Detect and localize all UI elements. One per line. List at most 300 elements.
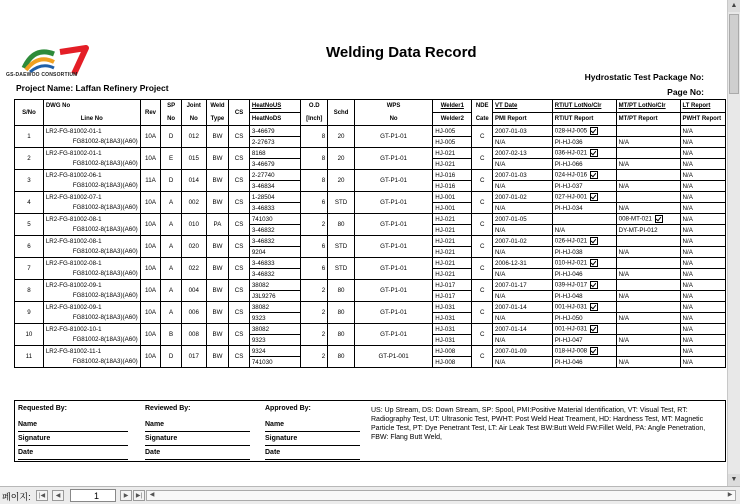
cell-sp: A — [161, 192, 182, 214]
cell-heat-us: 38082 — [249, 302, 301, 313]
cell-weld: BW — [206, 280, 229, 302]
cell-welder2: HJ-021 — [433, 159, 472, 170]
rt-approved-checkbox[interactable] — [590, 347, 598, 355]
requested-date-line — [18, 459, 128, 460]
cell-mt-lot — [616, 236, 680, 247]
cell-heat-ds: 9204 — [249, 247, 301, 258]
cell-lt-report: N/A — [680, 280, 726, 291]
cell-pmi-report: N/A — [493, 225, 553, 236]
cell-welder1: HJ-031 — [433, 302, 472, 313]
cell-cs: CS — [229, 346, 250, 368]
cell-mt-report: N/A — [616, 357, 680, 368]
col-joint: Joint — [181, 100, 206, 113]
cell-rt-report: PI-HJ-050 — [552, 313, 616, 324]
horizontal-scrollbar[interactable] — [146, 490, 736, 501]
cell-rev: 10A — [140, 236, 161, 258]
cell-rev: 10A — [140, 324, 161, 346]
requested-date-label: Date — [18, 449, 34, 456]
cell-lt-report: N/A — [680, 170, 726, 181]
cell-rt-report: PI-HJ-047 — [552, 335, 616, 346]
reviewed-name-line — [145, 431, 250, 432]
vertical-scroll-thumb[interactable] — [729, 14, 739, 94]
cell-od: 2 — [301, 324, 328, 346]
cell-wps: GT-P1-01 — [354, 192, 432, 214]
cell-schd: 80 — [328, 346, 355, 368]
cell-rt-lot: 027-HJ-001 — [552, 192, 616, 203]
approved-name-label: Name — [265, 421, 285, 428]
cell-mt-report: N/A — [616, 269, 680, 280]
table-row — [15, 302, 726, 313]
last-page-icon[interactable]: ▶| — [133, 490, 145, 501]
cell-mt-report: DY-MT-PI-012 — [616, 225, 680, 236]
cell-heat-us: 38082 — [249, 324, 301, 335]
cell-mt-lot — [616, 126, 680, 137]
page-label: 페이지: — [2, 492, 31, 502]
cell-rev: 10A — [140, 214, 161, 236]
cell-heat-us: 3-46833 — [249, 258, 301, 269]
cell-rt-lot: 001-HJ-031 — [552, 324, 616, 335]
first-page-icon[interactable]: |◀ — [36, 490, 48, 501]
cell-cs: CS — [229, 280, 250, 302]
col-dwg: DWG No — [43, 100, 140, 113]
cell-dwg: LR2-FG-81002-09-1 — [43, 280, 140, 291]
cell-welder2: HJ-021 — [433, 225, 472, 236]
cell-welder1: HJ-021 — [433, 258, 472, 269]
cell-pwht-report: N/A — [680, 159, 726, 170]
col-line: Line No — [43, 113, 140, 126]
cell-joint: 020 — [181, 236, 206, 258]
cell-pwht-report: N/A — [680, 203, 726, 214]
cell-pwht-report: N/A — [680, 313, 726, 324]
rt-approved-checkbox[interactable] — [590, 127, 598, 135]
cell-cs: CS — [229, 192, 250, 214]
mt-approved-checkbox[interactable] — [655, 215, 663, 223]
cell-heat-ds: 3-46832 — [249, 225, 301, 236]
cell-rt-report: PI-HJ-038 — [552, 247, 616, 258]
col-rt-lot: RT/UT LotNo/Clr — [552, 100, 616, 113]
cell-sp: B — [161, 324, 182, 346]
cell-weld: PA — [206, 214, 229, 236]
reviewed-signature-label: Signature — [145, 435, 178, 442]
cell-sno: 2 — [15, 148, 44, 170]
cell-rt-lot: 039-HJ-017 — [552, 280, 616, 291]
cell-heat-us: 8168 — [249, 148, 301, 159]
requested-signature-line — [18, 445, 128, 446]
cell-od: 8 — [301, 126, 328, 148]
cell-heat-us: 3-46832 — [249, 236, 301, 247]
cell-joint: 015 — [181, 148, 206, 170]
page-number-label: Page No: — [667, 87, 704, 97]
cell-pwht-report: N/A — [680, 269, 726, 280]
cell-line: FG81002-8(18A3)(A60) — [43, 203, 140, 214]
col-cs: CS — [229, 100, 250, 126]
reviewed-name-label: Name — [145, 421, 165, 428]
cell-joint: 022 — [181, 258, 206, 280]
cell-rev: 11A — [140, 170, 161, 192]
cell-welder1: HJ-021 — [433, 236, 472, 247]
cell-wps: GT-P1-01 — [354, 324, 432, 346]
cell-welder1: HJ-001 — [433, 192, 472, 203]
cell-pmi-report: N/A — [493, 137, 553, 148]
rt-approved-checkbox[interactable] — [590, 281, 598, 289]
approved-signature-line — [265, 445, 360, 446]
table-row — [15, 126, 726, 137]
cell-joint: 010 — [181, 214, 206, 236]
cell-pwht-report: N/A — [680, 181, 726, 192]
cell-dwg: LR2-FG-81002-08-1 — [43, 258, 140, 269]
cell-mt-report: N/A — [616, 159, 680, 170]
cell-joint: 004 — [181, 280, 206, 302]
cell-line: FG81002-8(18A3)(A60) — [43, 225, 140, 236]
cell-rev: 10A — [140, 346, 161, 368]
cell-cs: CS — [229, 236, 250, 258]
cell-sp: A — [161, 258, 182, 280]
reviewed-date-label: Date — [145, 449, 161, 456]
scroll-down-icon[interactable]: ▼ — [728, 474, 740, 486]
viewer-statusbar — [0, 486, 740, 504]
cell-schd: STD — [328, 258, 355, 280]
logo-caption: GS-DAEWOO CONSORTIUM — [6, 72, 78, 78]
cell-mt-lot — [616, 170, 680, 181]
cell-pmi-report: N/A — [493, 159, 553, 170]
cell-line: FG81002-8(18A3)(A60) — [43, 159, 140, 170]
cell-wps: GT-P1-01 — [354, 236, 432, 258]
cell-pmi-report: N/A — [493, 203, 553, 214]
next-page-icon[interactable]: ▶ — [120, 490, 132, 501]
cell-line: FG81002-8(18A3)(A60) — [43, 313, 140, 324]
cell-heat-ds: 9323 — [249, 313, 301, 324]
cell-heat-ds: 3-46832 — [249, 269, 301, 280]
cell-rt-report: N/A — [552, 225, 616, 236]
cell-weld: BW — [206, 148, 229, 170]
vertical-scrollbar[interactable] — [727, 0, 740, 486]
rt-approved-checkbox[interactable] — [590, 171, 598, 179]
rt-approved-checkbox[interactable] — [590, 237, 598, 245]
cell-cs: CS — [229, 214, 250, 236]
cell-pmi-report: N/A — [493, 357, 553, 368]
rt-approved-checkbox[interactable] — [590, 325, 598, 333]
cell-heat-ds: J3L9276 — [249, 291, 301, 302]
cell-welder2: HJ-017 — [433, 291, 472, 302]
cell-schd: 20 — [328, 126, 355, 148]
cell-joint: 006 — [181, 302, 206, 324]
cell-rt-report: PI-HJ-048 — [552, 291, 616, 302]
col-wps-no: No — [354, 113, 432, 126]
table-row — [15, 280, 726, 291]
col-mt-lot: MT/PT LotNo/Clr — [616, 100, 680, 113]
cell-od: 2 — [301, 302, 328, 324]
cell-sp: D — [161, 346, 182, 368]
cell-nde: C — [472, 148, 493, 170]
welding-data-table — [14, 99, 726, 368]
cell-weld: BW — [206, 258, 229, 280]
cell-lt-report: N/A — [680, 148, 726, 159]
cell-line: FG81002-8(18A3)(A60) — [43, 335, 140, 346]
cell-wps: GT-P1-01 — [354, 280, 432, 302]
cell-mt-report: N/A — [616, 203, 680, 214]
cell-vt-date: 2007-01-03 — [493, 126, 553, 137]
cell-pmi-report: N/A — [493, 269, 553, 280]
cell-dwg: LR2-FG-81002-01-1 — [43, 148, 140, 159]
approved-signature-label: Signature — [265, 435, 298, 442]
scroll-left-icon[interactable]: ◀ — [149, 492, 155, 498]
cell-heat-ds: 2-27673 — [249, 137, 301, 148]
cell-schd: 80 — [328, 302, 355, 324]
rt-approved-checkbox[interactable] — [590, 303, 598, 311]
cell-cs: CS — [229, 170, 250, 192]
col-vt-date: VT Date — [493, 100, 553, 113]
cell-rev: 10A — [140, 258, 161, 280]
col-pwht-report: PWHT Report — [680, 113, 726, 126]
cell-line: FG81002-8(18A3)(A60) — [43, 269, 140, 280]
cell-od: 2 — [301, 280, 328, 302]
table-row — [15, 236, 726, 247]
col-sno: S/No — [15, 100, 44, 126]
cell-rt-report: PI-HJ-046 — [552, 357, 616, 368]
cell-welder1: HJ-017 — [433, 280, 472, 291]
cell-welder2: HJ-016 — [433, 181, 472, 192]
table-row — [15, 170, 726, 181]
col-heat-ds: HeatNoDS — [249, 113, 301, 126]
cell-heat-ds: 3-46834 — [249, 181, 301, 192]
cell-mt-lot — [616, 324, 680, 335]
cell-heat-us: 2-27740 — [249, 170, 301, 181]
cell-weld: BW — [206, 346, 229, 368]
col-schd: Schd — [328, 100, 355, 126]
cell-sp: D — [161, 170, 182, 192]
cell-mt-report: N/A — [616, 137, 680, 148]
cell-weld: BW — [206, 192, 229, 214]
cell-lt-report: N/A — [680, 236, 726, 247]
cell-lt-report: N/A — [680, 324, 726, 335]
cell-lt-report: N/A — [680, 258, 726, 269]
col-welder1: Welder1 — [433, 100, 472, 113]
cell-dwg: LR2-FG-81002-06-1 — [43, 170, 140, 181]
cell-od: 6 — [301, 236, 328, 258]
rt-approved-checkbox[interactable] — [590, 193, 598, 201]
cell-welder1: HJ-008 — [433, 346, 472, 357]
cell-welder1: HJ-005 — [433, 126, 472, 137]
cell-welder2: HJ-021 — [433, 247, 472, 258]
cell-sp: D — [161, 126, 182, 148]
cell-vt-date: 2007-01-03 — [493, 170, 553, 181]
cell-heat-us: 1-28504 — [249, 192, 301, 203]
cell-rt-report: PI-HJ-036 — [552, 137, 616, 148]
cell-rt-lot: 036-HJ-021 — [552, 148, 616, 159]
col-sp-no: No — [161, 113, 182, 126]
cell-od: 6 — [301, 258, 328, 280]
cell-cs: CS — [229, 324, 250, 346]
cell-sno: 3 — [15, 170, 44, 192]
cell-sno: 11 — [15, 346, 44, 368]
cell-mt-lot — [616, 302, 680, 313]
cell-mt-report: N/A — [616, 181, 680, 192]
cell-rt-lot: 026-HJ-021 — [552, 236, 616, 247]
cell-rt-lot: 028-HJ-005 — [552, 126, 616, 137]
cell-rt-lot: 010-HJ-021 — [552, 258, 616, 269]
cell-weld: BW — [206, 236, 229, 258]
col-joint-no: No — [181, 113, 206, 126]
page-number-input[interactable]: 1 — [70, 489, 116, 502]
cell-pmi-report: N/A — [493, 291, 553, 302]
requested-by-label: Requested By: — [18, 405, 68, 412]
cell-sp: E — [161, 148, 182, 170]
cell-mt-lot — [616, 148, 680, 159]
cell-mt-lot — [616, 346, 680, 357]
cell-joint: 008 — [181, 324, 206, 346]
cell-dwg: LR2-FG-81002-07-1 — [43, 192, 140, 203]
cell-pmi-report: N/A — [493, 335, 553, 346]
cell-nde: C — [472, 302, 493, 324]
cell-rev: 10A — [140, 192, 161, 214]
table-row — [15, 324, 726, 335]
cell-dwg: LR2-FG-81002-01-1 — [43, 126, 140, 137]
col-wps: WPS — [354, 100, 432, 113]
cell-dwg: LR2-FG-81002-09-1 — [43, 302, 140, 313]
cell-cs: CS — [229, 148, 250, 170]
cell-rt-report: PI-HJ-066 — [552, 159, 616, 170]
cell-weld: BW — [206, 126, 229, 148]
cell-welder1: HJ-031 — [433, 324, 472, 335]
cell-vt-date: 2006-12-31 — [493, 258, 553, 269]
cell-weld: BW — [206, 302, 229, 324]
cell-schd: 20 — [328, 148, 355, 170]
cell-sno: 4 — [15, 192, 44, 214]
cell-rt-lot: 018-HJ-008 — [552, 346, 616, 357]
cell-welder1: HJ-016 — [433, 170, 472, 181]
approved-by-label: Approved By: — [265, 405, 311, 412]
cell-rev: 10A — [140, 148, 161, 170]
cell-sno: 1 — [15, 126, 44, 148]
col-nde-cate: Cate — [472, 113, 493, 126]
cell-wps: GT-P1-01 — [354, 148, 432, 170]
col-heat-us: HeatNoUS — [249, 100, 301, 113]
cell-dwg: LR2-FG-81002-08-1 — [43, 214, 140, 225]
table-row — [15, 346, 726, 357]
cell-vt-date: 2007-02-13 — [493, 148, 553, 159]
cell-sp: A — [161, 214, 182, 236]
cell-cs: CS — [229, 258, 250, 280]
project-name: Project Name: Laffan Refinery Project — [16, 83, 169, 93]
table-header — [15, 100, 726, 126]
cell-od: 6 — [301, 192, 328, 214]
scroll-up-icon[interactable]: ▲ — [728, 0, 740, 12]
cell-nde: C — [472, 324, 493, 346]
cell-heat-us: 9324 — [249, 346, 301, 357]
cell-nde: C — [472, 346, 493, 368]
col-lt-report: LT Report — [680, 100, 726, 113]
cell-heat-ds: 3-46679 — [249, 159, 301, 170]
cell-line: FG81002-8(18A3)(A60) — [43, 357, 140, 368]
cell-pmi-report: N/A — [493, 313, 553, 324]
approved-name-line — [265, 431, 360, 432]
cell-mt-lot — [616, 258, 680, 269]
cell-line: FG81002-8(18A3)(A60) — [43, 181, 140, 192]
cell-nde: C — [472, 126, 493, 148]
cell-sno: 6 — [15, 236, 44, 258]
cell-nde: C — [472, 170, 493, 192]
cell-welder2: HJ-008 — [433, 357, 472, 368]
cell-sno: 7 — [15, 258, 44, 280]
rt-approved-checkbox[interactable] — [590, 259, 598, 267]
reviewed-by-label: Reviewed By: — [145, 405, 191, 412]
cell-lt-report: N/A — [680, 192, 726, 203]
cell-welder2: HJ-001 — [433, 203, 472, 214]
prev-page-icon[interactable]: ◀ — [52, 490, 64, 501]
cell-mt-report: N/A — [616, 291, 680, 302]
cell-mt-lot: 008-MT-021 — [616, 214, 680, 225]
cell-schd: STD — [328, 236, 355, 258]
cell-schd: STD — [328, 192, 355, 214]
cell-welder2: HJ-021 — [433, 269, 472, 280]
cell-rev: 10A — [140, 126, 161, 148]
cell-wps: GT-P1-001 — [354, 346, 432, 368]
cell-nde: C — [472, 192, 493, 214]
cell-nde: C — [472, 280, 493, 302]
cell-schd: 80 — [328, 324, 355, 346]
test-package-label: Hydrostatic Test Package No: — [584, 72, 704, 82]
col-rt-report: RT/UT Report — [552, 113, 616, 126]
cell-lt-report: N/A — [680, 214, 726, 225]
cell-mt-lot — [616, 192, 680, 203]
table-row — [15, 148, 726, 159]
cell-schd: 80 — [328, 214, 355, 236]
cell-heat-ds: 741030 — [249, 357, 301, 368]
cell-lt-report: N/A — [680, 346, 726, 357]
cell-mt-lot — [616, 280, 680, 291]
cell-nde: C — [472, 214, 493, 236]
rt-approved-checkbox[interactable] — [590, 149, 598, 157]
cell-schd: 80 — [328, 280, 355, 302]
cell-joint: 012 — [181, 126, 206, 148]
col-weld-type: Type — [206, 113, 229, 126]
cell-wps: GT-P1-01 — [354, 214, 432, 236]
table-body — [15, 126, 726, 368]
cell-welder2: HJ-031 — [433, 313, 472, 324]
approved-date-label: Date — [265, 449, 281, 456]
cell-cs: CS — [229, 126, 250, 148]
cell-rev: 10A — [140, 302, 161, 324]
cell-dwg: LR2-FG-81002-08-1 — [43, 236, 140, 247]
cell-weld: BW — [206, 170, 229, 192]
requested-name-label: Name — [18, 421, 38, 428]
cell-sp: A — [161, 302, 182, 324]
cell-sp: A — [161, 236, 182, 258]
table-row — [15, 192, 726, 203]
col-od: O.D — [301, 100, 328, 113]
cell-schd: 20 — [328, 170, 355, 192]
approved-date-line — [265, 459, 360, 460]
signature-block — [14, 400, 726, 462]
cell-rt-lot: 001-HJ-031 — [552, 302, 616, 313]
cell-sno: 10 — [15, 324, 44, 346]
scroll-right-icon[interactable]: ▶ — [727, 492, 733, 498]
cell-sno: 8 — [15, 280, 44, 302]
cell-pwht-report: N/A — [680, 357, 726, 368]
cell-mt-report: N/A — [616, 335, 680, 346]
cell-pwht-report: N/A — [680, 225, 726, 236]
cell-line: FG81002-8(18A3)(A60) — [43, 291, 140, 302]
cell-welder2: HJ-005 — [433, 137, 472, 148]
cell-mt-report: N/A — [616, 313, 680, 324]
cell-heat-us: 38082 — [249, 280, 301, 291]
col-nde: NDE — [472, 100, 493, 113]
cell-pwht-report: N/A — [680, 247, 726, 258]
col-weld: Weld — [206, 100, 229, 113]
cell-joint: 014 — [181, 170, 206, 192]
cell-dwg: LR2-FG-81002-11-1 — [43, 346, 140, 357]
cell-pmi-report: N/A — [493, 181, 553, 192]
